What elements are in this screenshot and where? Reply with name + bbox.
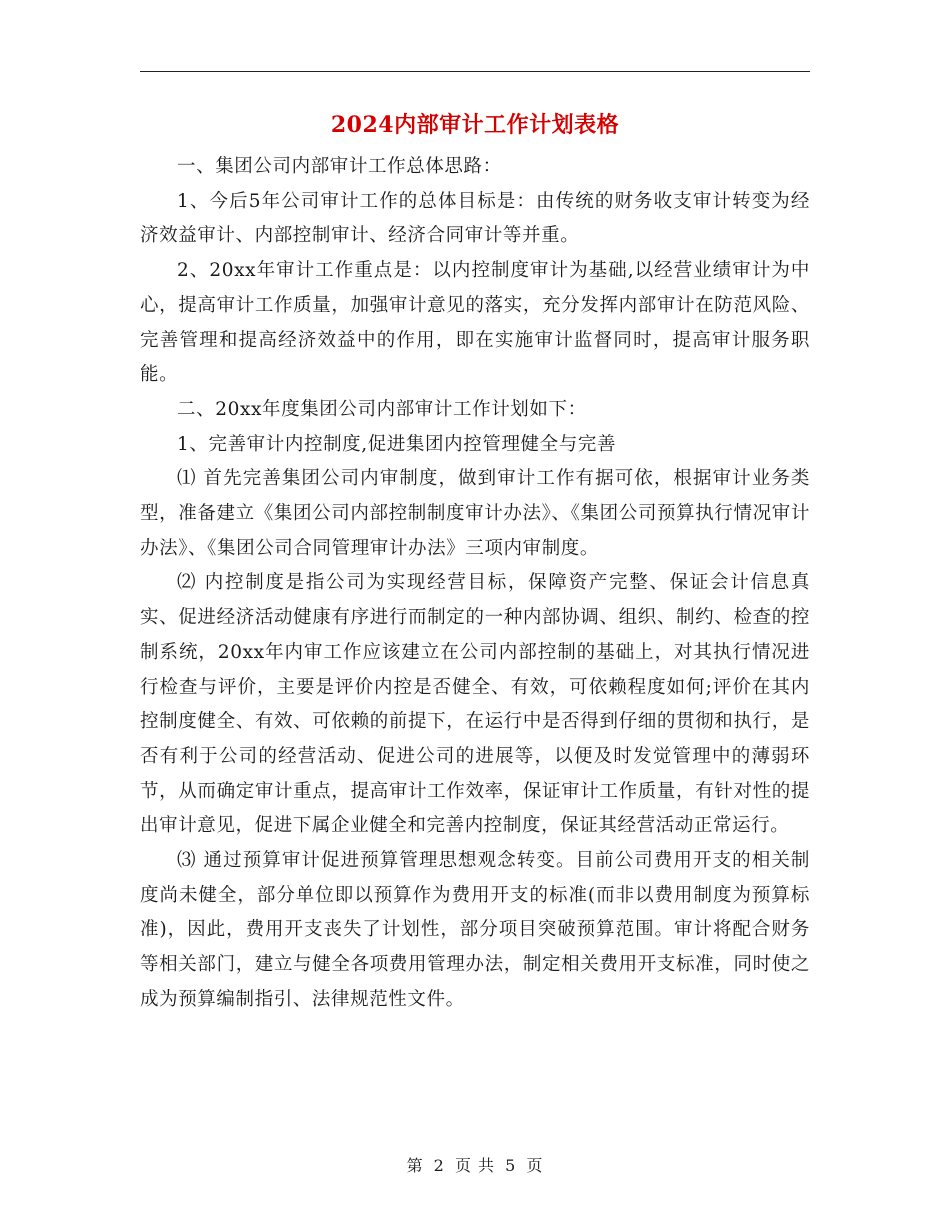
footer-prefix: 第 [406,1156,424,1175]
paragraph-item-2: ⑵ 内控制度是指公司为实现经营目标，保障资产完整、保证会计信息真实、促进经济活动健康有序进行而制定的一种内部协调、组织、制约、检查的控制系统，20xx年内审工作应该建立在公司内部控制的基础上，对其执行情况进行检查与评价，主要是评价内控是否健全、有效，可依赖程度如何;评价在其内控制度健全、有效、可依赖的前提下，在运行中是否得到仔细的贯彻和执行，是否有利于公司的经营活动、促进公司的进展等，以便及时发觉管理中的薄弱环节，从而确定审计重点，提高审计工作效率，保证审计工作质量，有针对性的提出审计意见，促进下属企业健全和完善内控制度，保证其经营活动正常运行。 [140,572,810,837]
footer-middle: 页 共 [454,1156,496,1175]
paragraph-subsection-1-heading: 1、完善审计内控制度,促进集团内控管理健全与完善 [177,433,617,455]
paragraph-item-1: ⑴ 首先完善集团公司内审制度，做到审计工作有据可依，根据审计业务类型，准备建立《集团公司内部控制制度审计办法》、《集团公司预算执行情况审计办法》、《集团公司合同管理审计办法》三项内审制度。 [140,468,810,559]
paragraph-item-3: ⑶ 通过预算审计促进预算管理思想观念转变。目前公司费用开支的相关制度尚未健全，部分单位即以预算作为费用开支的标准(而非以费用制度为预算标准)，因此，费用开支丧失了计划性，部分项目突破预算范围。审计将配合财务等相关部门，建立与健全各项费用管理办法，制定相关费用开支标准，同时使之成为预算编制指引、法律规范性文件。 [140,850,810,1010]
footer-current-page: 2 [433,1156,445,1175]
paragraph-key-focus: 2、20xx年审计工作重点是：以内控制度审计为基础,以经营业绩审计为中心，提高审计工作质量，加强审计意见的落实，充分发挥内部审计在防范风险、完善管理和提高经济效益中的作用，即在实施审计监督同时，提高审计服务职能。 [140,260,810,386]
page-footer [0,1153,950,1176]
document-title: 2024内部审计工作计划表格 [330,112,620,138]
header-rule [140,71,810,72]
footer-total-pages: 5 [505,1156,517,1175]
paragraph-section-1-heading: 一、集团公司内部审计工作总体思路： [177,156,502,177]
paragraph-overall-goal: 1、今后5年公司审计工作的总体目标是：由传统的财务收支审计转变为经济效益审计、内部控制审计、经济合同审计等并重。 [140,190,810,247]
document-body [140,150,810,1018]
footer-suffix: 页 [526,1156,544,1175]
paragraph-section-2-heading: 二、20xx年度集团公司内部审计工作计划如下： [177,398,587,420]
